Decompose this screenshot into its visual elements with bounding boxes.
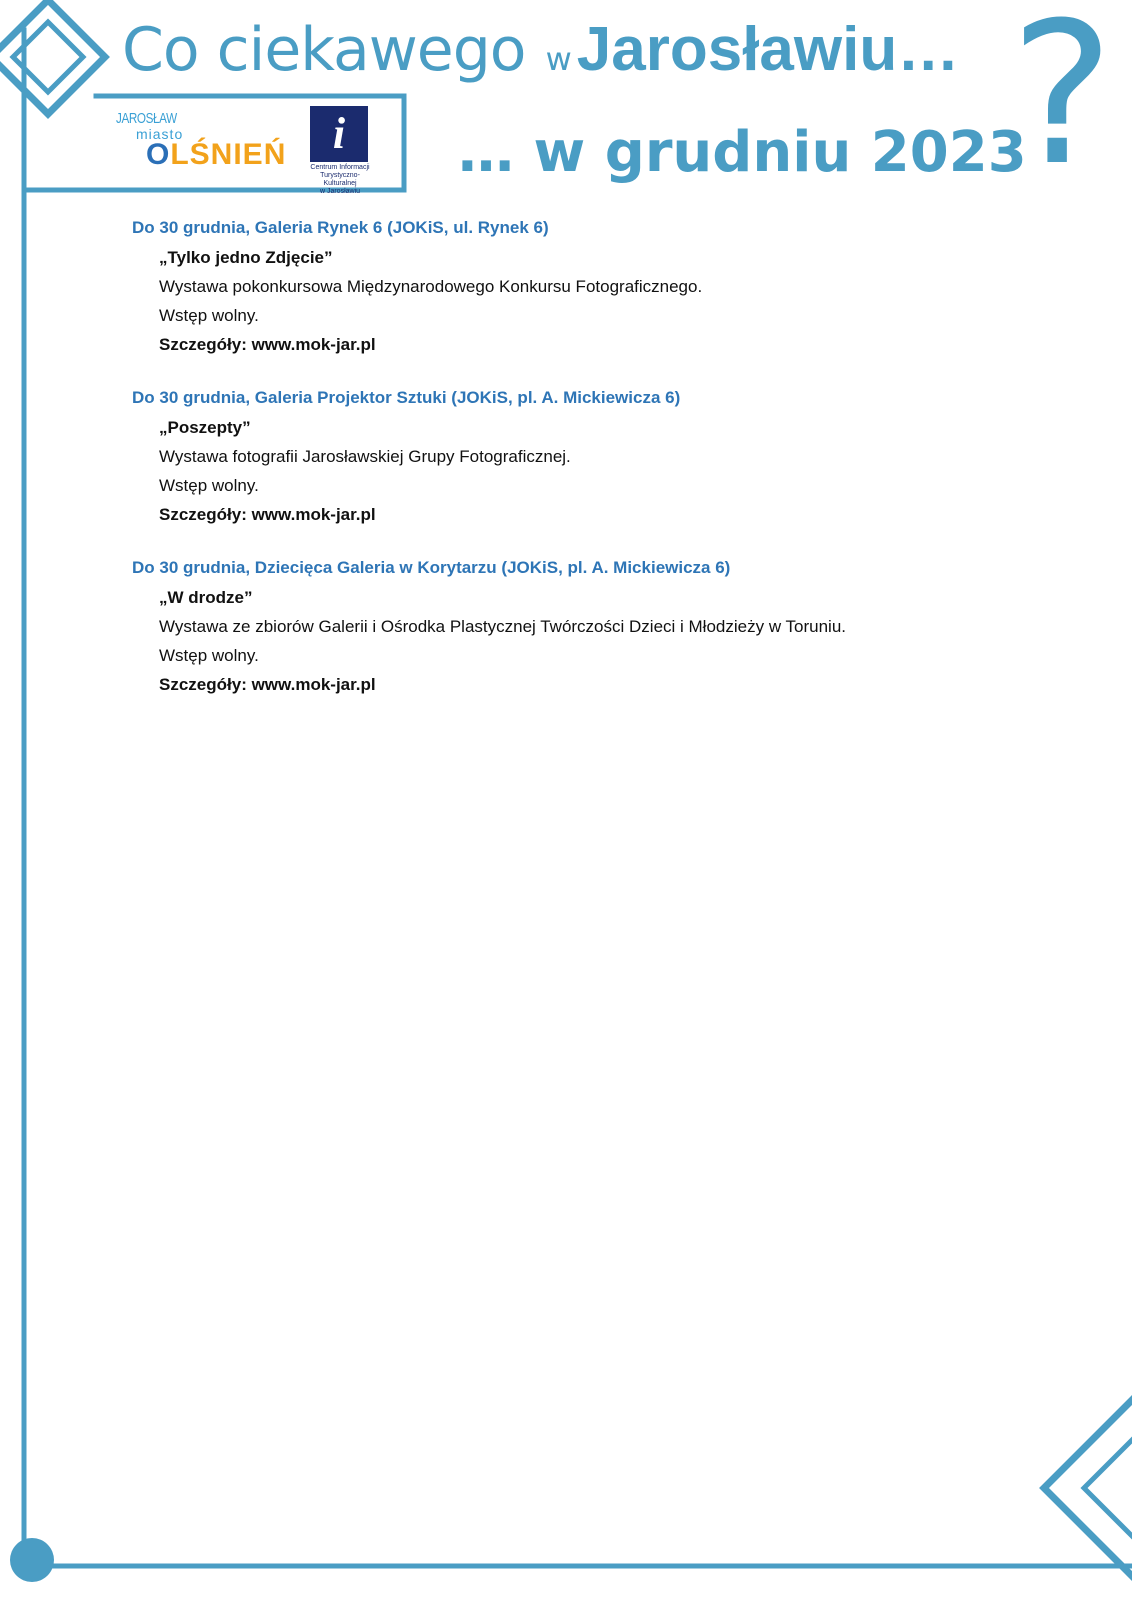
event-item	[132, 383, 1092, 529]
info-centre-logo	[306, 104, 374, 195]
info-caption-line-3: w Jarosławiu	[319, 188, 361, 195]
event-heading: Do 30 grudnia, Galeria Projektor Sztuki (JOKiS, pl. A. Mickiewicza 6)	[132, 388, 681, 407]
event-description: Wystawa fotografii Jarosławskiej Grupy Fotograficznej.	[159, 447, 571, 466]
city-logo-line-2: miasto	[136, 126, 184, 142]
event-item	[132, 213, 1092, 359]
event-heading: Do 30 grudnia, Dziecięca Galeria w Korytarzu (JOKiS, pl. A. Mickiewicza 6)	[132, 558, 731, 577]
info-logo-caption	[306, 164, 374, 196]
info-icon: i	[310, 106, 368, 162]
event-entry: Wstęp wolny.	[159, 306, 259, 325]
city-logo-line-3	[146, 138, 286, 172]
event-body	[132, 583, 919, 699]
event-entry: Wstęp wolny.	[159, 476, 259, 495]
info-caption-line-2: Turystyczno-Kulturalnej	[320, 172, 360, 187]
event-entry: Wstęp wolny.	[159, 646, 259, 665]
question-mark-icon: ?	[1010, 0, 1115, 209]
event-details: Szczegóły: www.mok-jar.pl	[159, 675, 376, 694]
event-heading: Do 30 grudnia, Galeria Rynek 6 (JOKiS, ul. Rynek 6)	[132, 218, 549, 237]
event-body	[132, 413, 1092, 529]
event-details: Szczegóły: www.mok-jar.pl	[159, 505, 376, 524]
event-title: „Poszepty”	[159, 418, 251, 437]
info-caption-line-1: Centrum Informacji	[310, 164, 370, 171]
city-logo-word: LŚNIEŃ	[170, 138, 287, 171]
bottom-right-diamond-outer	[1044, 1400, 1132, 1576]
event-title: „Tylko jedno Zdjęcie”	[159, 248, 333, 267]
event-description: Wystawa pokonkursowa Międzynarodowego Konkursu Fotograficznego.	[159, 277, 703, 296]
bottom-left-dot	[10, 1538, 54, 1582]
event-description: Wystawa ze zbiorów Galerii i Ośrodka Plastycznej Twórczości Dzieci i Młodzieży w Toruniu.	[159, 617, 846, 636]
title-part-2: w	[545, 40, 571, 78]
page-title	[122, 10, 959, 99]
event-title: „W drodze”	[159, 588, 253, 607]
event-item	[132, 553, 1092, 699]
event-body	[132, 243, 1092, 359]
title-part-1: Co ciekawego	[122, 15, 526, 85]
title-part-3: Jarosławiu…	[576, 15, 960, 84]
page-subtitle: … w grudniu 2023	[458, 120, 1027, 185]
jaroslaw-city-logo	[114, 110, 287, 180]
bottom-right-diamond-inner	[1084, 1440, 1132, 1536]
event-details: Szczegóły: www.mok-jar.pl	[159, 335, 376, 354]
city-logo-line-1: JAROSŁAW	[116, 110, 177, 127]
city-logo-letter-o: O	[146, 138, 171, 171]
events-list	[132, 213, 1092, 723]
